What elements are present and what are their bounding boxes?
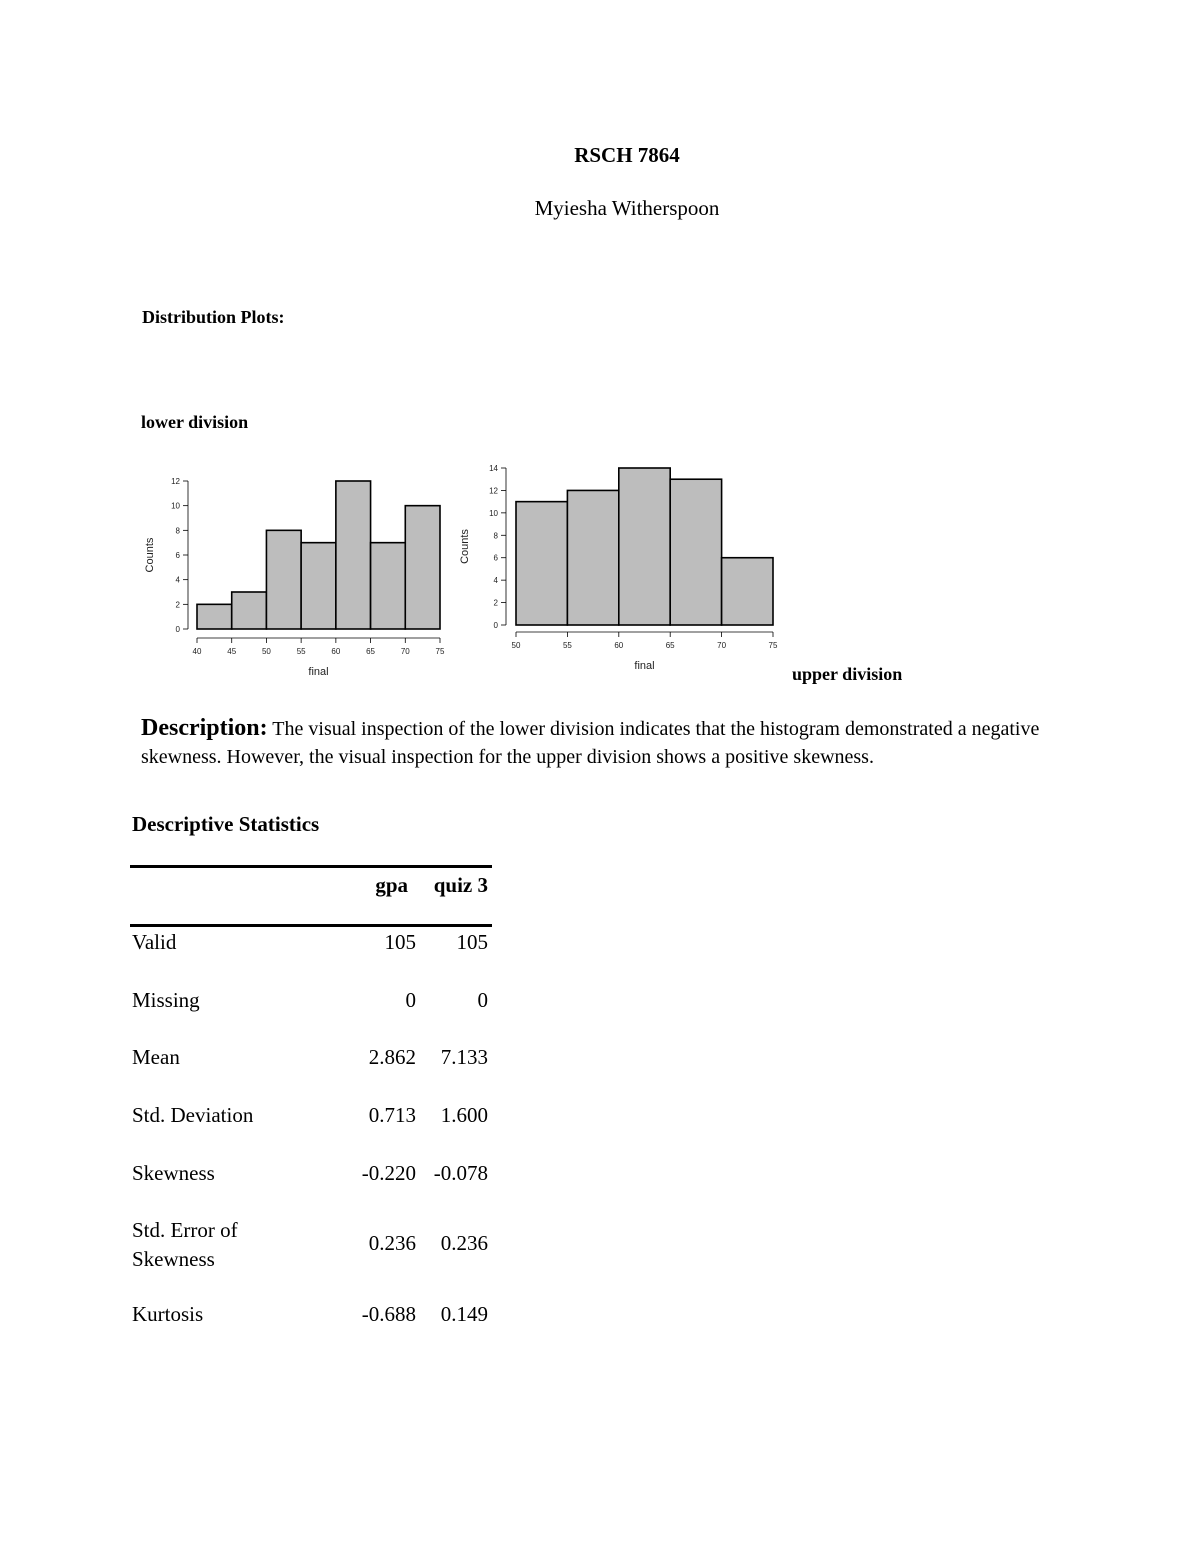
column-header-quiz3: quiz 3 — [433, 873, 488, 897]
lower-x-tick-label-55: 55 — [296, 647, 306, 656]
upper-y-axis-label: Counts — [459, 529, 471, 564]
lower-x-axis-label: final — [308, 666, 329, 678]
cell-gpa-std-deviation: 0.713 — [368, 1103, 416, 1127]
upper-division-label: upper division — [792, 664, 903, 684]
description-paragraph — [141, 714, 1081, 771]
upper-x-axis-label: final — [634, 660, 655, 672]
lower-bar-4 — [336, 481, 371, 629]
lower-y-tick-label-4: 4 — [175, 575, 180, 585]
cell-quiz3-kurtosis: 0.149 — [440, 1302, 488, 1326]
upper-x-tick-label-55: 55 — [562, 641, 572, 650]
upper-y-tick-label-0: 0 — [493, 621, 498, 630]
cell-gpa-skewness: -0.220 — [361, 1161, 416, 1185]
cell-quiz3-skewness: -0.078 — [433, 1161, 488, 1185]
upper-y-tick-label-10: 10 — [489, 508, 498, 518]
course-title: RSCH 7864 — [574, 143, 680, 167]
upper-x-tick-label-50: 50 — [511, 641, 521, 650]
upper-bar-3 — [670, 479, 721, 625]
upper-y-tick-label-2: 2 — [493, 598, 498, 608]
stats-heading: Descriptive Statistics — [132, 812, 320, 836]
lower-bar-2 — [266, 530, 301, 629]
cell-quiz3-std-deviation: 1.600 — [440, 1103, 488, 1127]
lower-bar-1 — [232, 592, 267, 629]
table-top-rule — [130, 865, 492, 868]
description-lead: Description: — [141, 715, 268, 741]
upper-x-tick-label-75: 75 — [768, 641, 778, 650]
column-header-gpa: gpa — [375, 873, 408, 897]
row-label-std-error-skewness: Std. Error of Skewness — [132, 1218, 238, 1271]
cell-gpa-mean: 2.862 — [368, 1045, 416, 1069]
lower-x-tick-label-40: 40 — [192, 647, 202, 656]
lower-y-tick-label-8: 8 — [175, 526, 180, 536]
table-header-rule — [130, 924, 492, 927]
row-label-skewness: Skewness — [132, 1161, 215, 1185]
lower-division-histogram — [135, 460, 455, 685]
upper-x-tick-label-70: 70 — [717, 641, 727, 650]
row-label-mean: Mean — [132, 1045, 180, 1069]
cell-quiz3-valid: 105 — [456, 930, 488, 954]
lower-bar-0 — [197, 604, 232, 629]
cell-gpa-kurtosis: -0.688 — [361, 1302, 416, 1326]
cell-quiz3-std-error-skewness: 0.236 — [440, 1231, 488, 1255]
upper-bar-0 — [516, 502, 567, 625]
lower-y-tick-label-6: 6 — [175, 551, 180, 560]
section-heading: Distribution Plots: — [142, 307, 285, 327]
lower-bar-3 — [301, 543, 336, 629]
upper-y-tick-label-4: 4 — [493, 576, 498, 586]
upper-bar-2 — [619, 468, 670, 625]
upper-y-tick-label-6: 6 — [493, 553, 498, 563]
lower-x-tick-label-75: 75 — [435, 647, 445, 656]
upper-y-tick-label-14: 14 — [489, 464, 498, 473]
cell-gpa-valid: 105 — [384, 930, 416, 954]
lower-x-tick-label-70: 70 — [400, 647, 410, 656]
row-label-kurtosis: Kurtosis — [132, 1302, 204, 1326]
lower-bar-6 — [405, 506, 440, 629]
row-label-valid: Valid — [132, 930, 177, 954]
row-label-missing: Missing — [132, 988, 200, 1012]
description-body: The visual inspection of the lower division indicates that the histogram demonstrated a negative skewness. However, the visual inspection for the upper division shows a positive skewness. — [141, 718, 1040, 768]
lower-y-tick-label-0: 0 — [175, 625, 180, 634]
upper-bar-4 — [722, 558, 773, 625]
author-name: Myiesha Witherspoon — [534, 196, 720, 220]
lower-y-axis-label: Counts — [144, 537, 156, 573]
cell-gpa-std-error-skewness: 0.236 — [368, 1231, 416, 1255]
upper-y-tick-label-8: 8 — [493, 531, 498, 541]
lower-x-tick-label-45: 45 — [227, 647, 237, 656]
lower-y-tick-label-2: 2 — [175, 600, 180, 610]
lower-division-label: lower division — [141, 412, 249, 432]
upper-x-tick-label-60: 60 — [614, 641, 624, 650]
lower-y-tick-label-12: 12 — [171, 477, 180, 486]
row-label-std-deviation: Std. Deviation — [132, 1103, 254, 1127]
lower-x-tick-label-65: 65 — [366, 647, 376, 656]
upper-x-tick-label-65: 65 — [665, 641, 675, 650]
lower-y-tick-label-10: 10 — [171, 501, 180, 511]
lower-x-tick-label-50: 50 — [261, 647, 271, 656]
cell-quiz3-mean: 7.133 — [440, 1045, 488, 1069]
cell-gpa-missing: 0 — [405, 988, 416, 1012]
upper-y-tick-label-12: 12 — [489, 486, 498, 496]
upper-bar-1 — [567, 490, 618, 625]
cell-quiz3-missing: 0 — [477, 988, 488, 1012]
lower-bar-5 — [371, 543, 406, 629]
lower-x-tick-label-60: 60 — [331, 647, 341, 656]
upper-division-histogram — [455, 460, 790, 685]
